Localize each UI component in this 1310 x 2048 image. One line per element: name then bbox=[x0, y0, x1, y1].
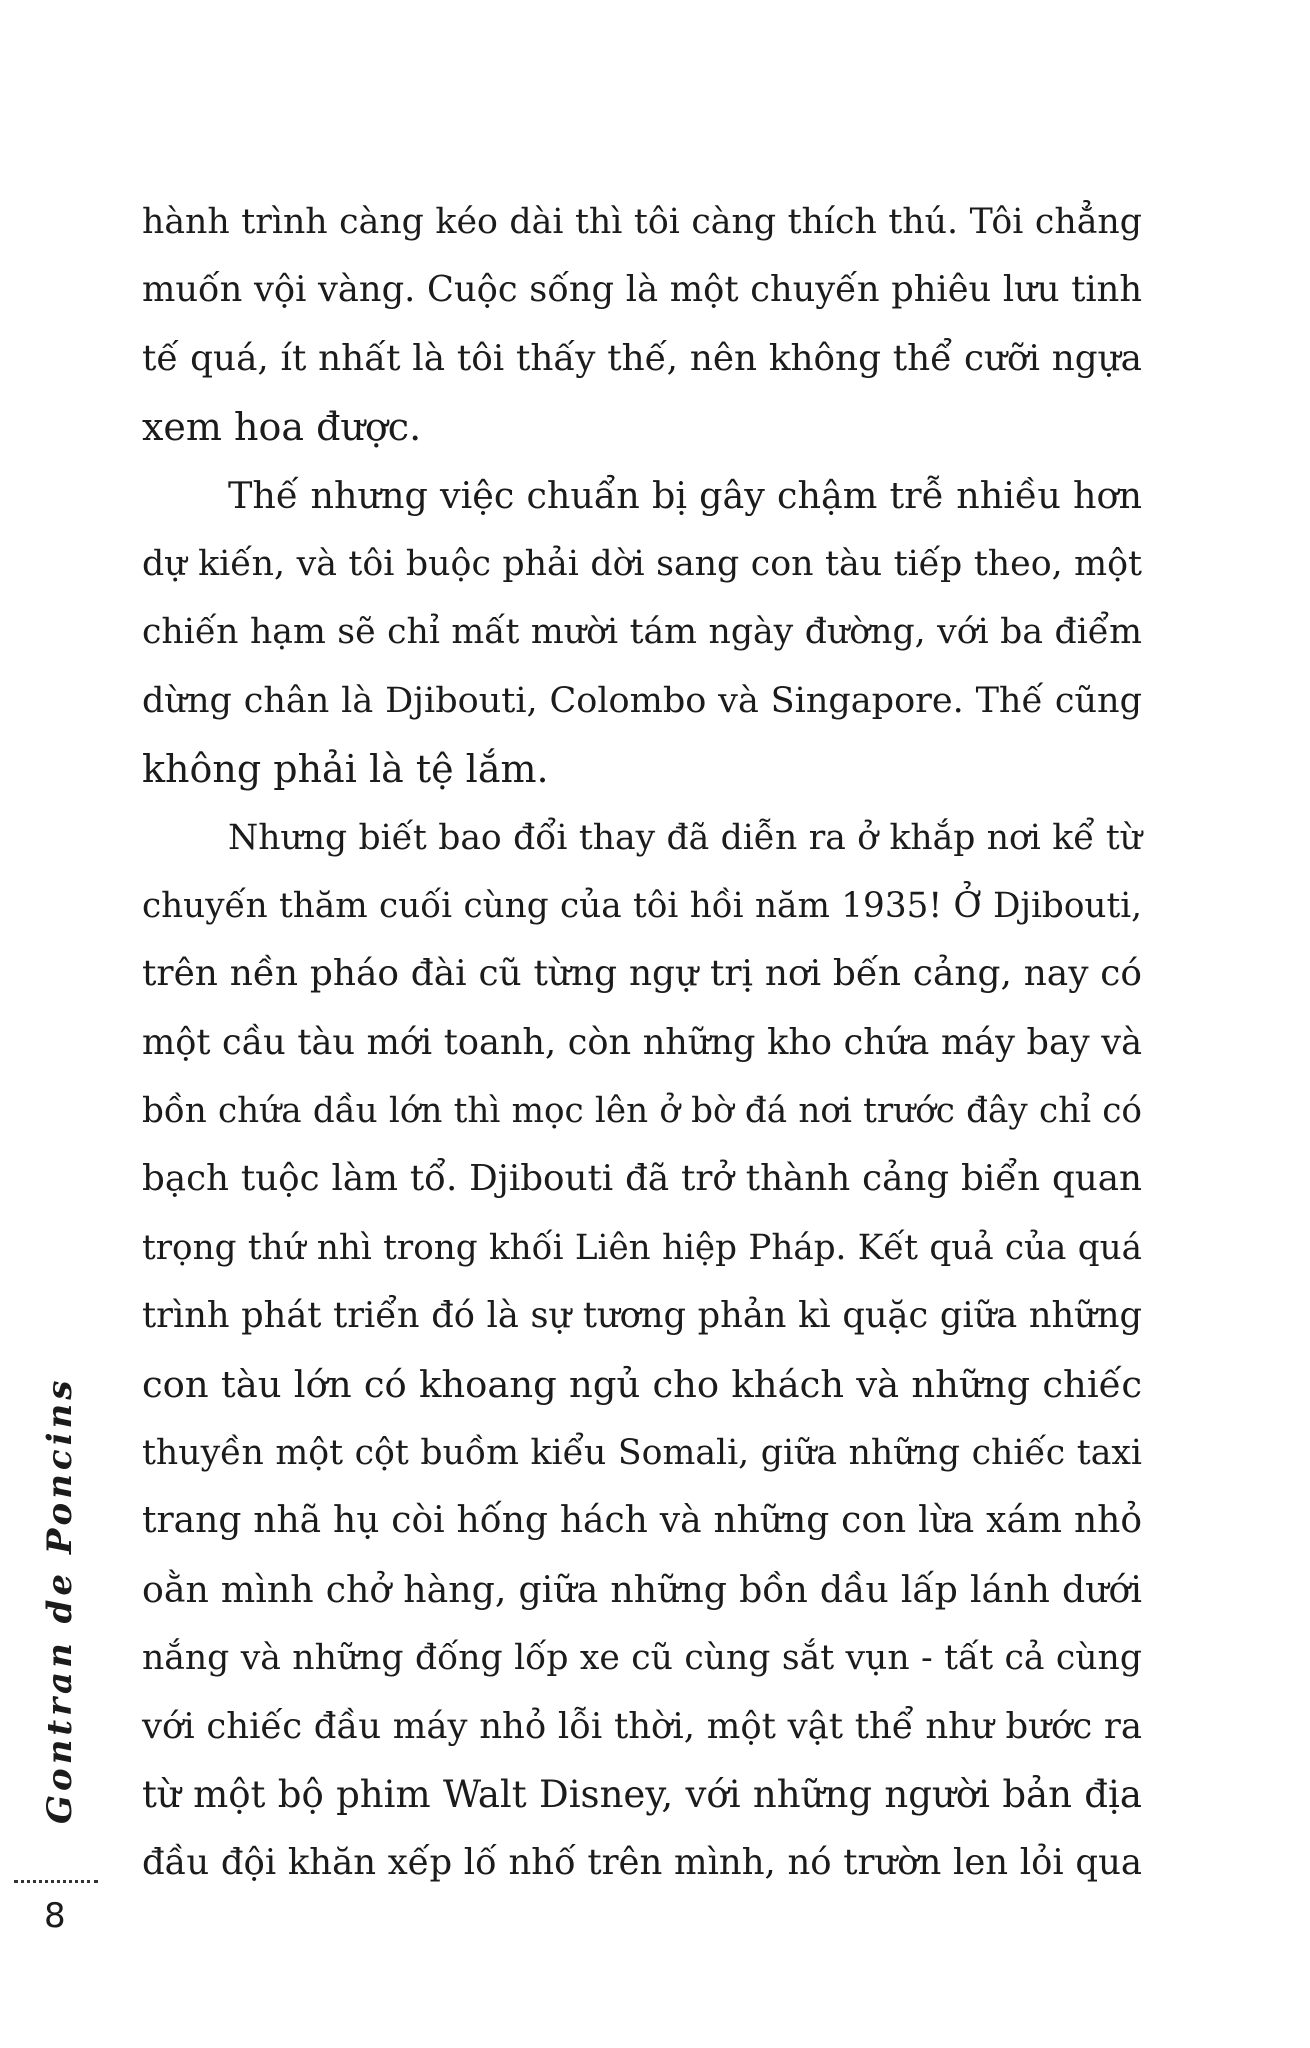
text-line: Nhưng biết bao đổi thay đã diễn ra ở khắp nơi kể từ bbox=[228, 817, 1142, 858]
text-line: hành trình càng kéo dài thì tôi càng thích thú. Tôi chẳng bbox=[142, 202, 1142, 242]
folio-divider bbox=[14, 1880, 98, 1883]
body-text bbox=[142, 188, 1142, 1898]
page-number: 8 bbox=[44, 1896, 66, 1936]
text-line: dừng chân là Djibouti, Colombo và Singapore. Thế cũng bbox=[142, 679, 1142, 721]
text-line: chiến hạm sẽ chỉ mất mười tám ngày đường, với ba điểm bbox=[142, 612, 1142, 653]
text-line: muốn vội vàng. Cuộc sống là một chuyến phiêu lưu tinh bbox=[142, 269, 1142, 311]
text-line: con tàu lớn có khoang ngủ cho khách và những chiếc bbox=[142, 1362, 1142, 1406]
text-line: dự kiến, và tôi buộc phải dời sang con tàu tiếp theo, một bbox=[142, 543, 1142, 584]
text-line: thuyền một cột buồm kiểu Somali, giữa những chiếc taxi bbox=[142, 1433, 1142, 1474]
text-line: tế quá, ít nhất là tôi thấy thế, nên không thể cưỡi ngựa bbox=[142, 337, 1142, 379]
text-line: bạch tuộc làm tổ. Djibouti đã trở thành cảng biển quan bbox=[142, 1158, 1142, 1200]
text-line: một cầu tàu mới toanh, còn những kho chứa máy bay và bbox=[142, 1021, 1142, 1063]
text-line: oằn mình chở hàng, giữa những bồn dầu lấp lánh dưới bbox=[142, 1567, 1142, 1611]
text-line: trên nền pháo đài cũ từng ngự trị nơi bến cảng, nay có bbox=[142, 953, 1142, 995]
text-line: từ một bộ phim Walt Disney, với những người bản địa bbox=[142, 1772, 1142, 1816]
text-line: không phải là tệ lắm. bbox=[142, 747, 549, 792]
text-line: bồn chứa dầu lớn thì mọc lên ở bờ đá nơi trước đây chỉ có bbox=[142, 1091, 1142, 1132]
text-line: nắng và những đống lốp xe cũ cùng sắt vụn - tất cả cùng bbox=[142, 1638, 1142, 1679]
text-line: Thế nhưng việc chuẩn bị gây chậm trễ nhiều hơn bbox=[228, 473, 1142, 517]
text-line: đầu đội khăn xếp lố nhố trên mình, nó trườn len lỏi qua bbox=[142, 1842, 1142, 1884]
text-line: chuyến thăm cuối cùng của tôi hồi năm 1935! Ở Djibouti, bbox=[142, 885, 1142, 926]
text-line: xem hoa được. bbox=[142, 405, 422, 450]
text-line: với chiếc đầu máy nhỏ lỗi thời, một vật thể như bước ra bbox=[142, 1705, 1142, 1747]
text-line: trang nhã hụ còi hống hách và những con lừa xám nhỏ bbox=[142, 1500, 1142, 1542]
text-line: trọng thứ nhì trong khối Liên hiệp Pháp. Kết quả của quá bbox=[142, 1227, 1142, 1268]
running-head-author: Gontran de Poncins bbox=[40, 1376, 80, 1824]
text-line: trình phát triển đó là sự tương phản kì quặc giữa những bbox=[142, 1295, 1142, 1337]
